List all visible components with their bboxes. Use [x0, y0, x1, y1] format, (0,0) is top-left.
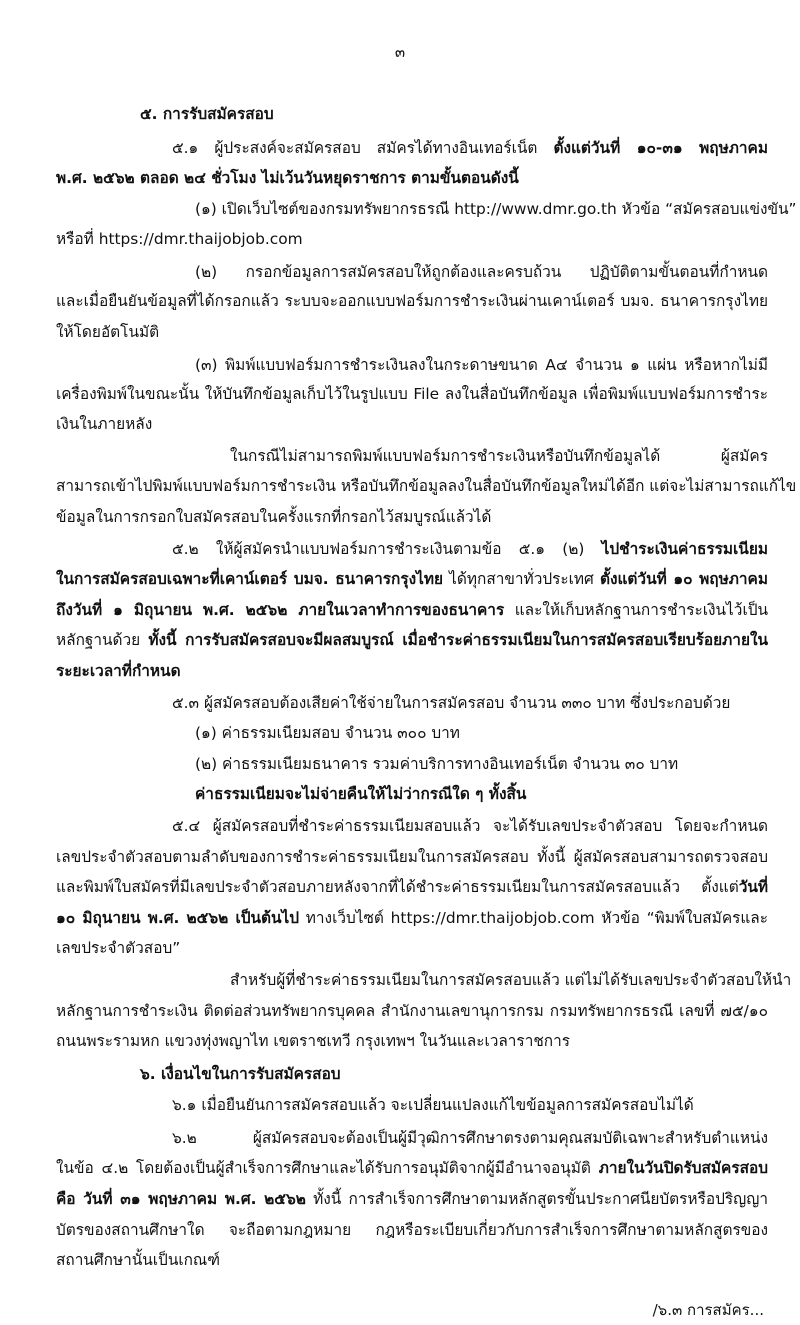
section-5-heading: ๕. การรับสมัครสอบ — [140, 105, 274, 123]
p62-line1: ๖.๒ ผู้สมัครสอบจะต้องเป็นผู้มีวุฒิการศึกษาตรงตามคุณสมบัติเฉพาะสำหรับตำแหน่ง — [172, 1129, 768, 1147]
step3-line3: เงินในภายหลัง — [56, 415, 153, 433]
p54-line4: ๑๐ มิถุนายน พ.ศ. ๒๕๖๒ เป็นต้นไป ทางเว็บไซต์ https://dmr.thaijobjob.com หัวข้อ “พิมพ์ใบสมัครและ — [56, 909, 769, 927]
p55-line2: หลักฐานการชำระเงิน ติดต่อส่วนทรัพยากรบุคคล สำนักงานเลขานุการกรม กรมทรัพยากรธรณี เลขที่ ๗๕/๑๐ — [56, 1002, 768, 1020]
page-number: ๓ — [394, 43, 406, 61]
fee-note: ค่าธรรมเนียมจะไม่จ่ายคืนให้ไม่ว่ากรณีใด ๆ ทั้งสิ้น — [195, 785, 527, 803]
p54-line2: เลขประจำตัวสอบตามลำดับของการชำระค่าธรรมเนียมในการสมัครสอบ ทั้งนี้ ผู้สมัครสอบสามารถตรวจสอบ — [56, 848, 768, 866]
p62-line5: สถานศึกษานั้นเป็นเกณฑ์ — [56, 1251, 220, 1269]
continuation-footer: /๖.๓ การสมัคร... — [652, 1301, 764, 1319]
p51-line1: ๕.๑ ผู้ประสงค์จะสมัครสอบ สมัครได้ทางอินเทอร์เน็ต ตั้งแต่วันที่ ๑๐-๓๑ พฤษภาคม — [172, 139, 768, 157]
p62-line3: คือ วันที่ ๓๑ พฤษภาคม พ.ศ. ๒๕๖๒ ทั้งนี้ การสำเร็จการศึกษาตามหลักสูตรขั้นประกาศนียบัตรหรือปริญญา — [56, 1190, 768, 1208]
p52-line2: ในการสมัครสอบเฉพาะที่เคาน์เตอร์ บมจ. ธนาคารกรุงไทย ได้ทุกสาขาทั่วประเทศ ตั้งแต่วันที่ ๑๐ พฤษภาคม — [56, 570, 768, 588]
fee-item-1: (๑) ค่าธรรมเนียมสอบ จำนวน ๓๐๐ บาท — [195, 724, 460, 742]
p61: ๖.๑ เมื่อยืนยันการสมัครสอบแล้ว จะเปลี่ยนแปลงแก้ไขข้อมูลการสมัครสอบไม่ได้ — [172, 1096, 694, 1114]
step2-line3: ให้โดยอัตโนมัติ — [56, 323, 160, 341]
note-line1: ในกรณีไม่สามารถพิมพ์แบบฟอร์มการชำระเงินหรือบันทึกข้อมูลได้ ผู้สมัคร — [230, 447, 768, 465]
step3-line2: เครื่องพิมพ์ในขณะนั้น ให้บันทึกข้อมูลเก็บไว้ในรูปแบบ File ลงในสื่อบันทึกข้อมูล เพื่อพิมพ์แบบฟอร์มการชำระ — [56, 385, 768, 403]
note-line2: สามารถเข้าไปพิมพ์แบบฟอร์มการชำระเงิน หรือบันทึกข้อมูลลงในสื่อบันทึกข้อมูลใหม่ได้อีก แต่จะไม่สามารถแก้ไข — [56, 477, 797, 495]
step2-line2: และเมื่อยืนยันข้อมูลที่ได้กรอกแล้ว ระบบจะออกแบบฟอร์มการชำระเงินผ่านเคาน์เตอร์ บมจ. ธนาคารกรุงไทย — [56, 292, 768, 310]
p52-line5: ระยะเวลาที่กำหนด — [56, 662, 181, 680]
p52-line3: ถึงวันที่ ๑ มิถุนายน พ.ศ. ๒๕๖๒ ภายในเวลาทำการของธนาคาร และให้เก็บหลักฐานการชำระเงินไว้เป็น — [56, 601, 768, 619]
p62-line2: ในข้อ ๔.๒ โดยต้องเป็นผู้สำเร็จการศึกษาและได้รับการอนุมัติจากผู้มีอำนาจอนุมัติ ภายในวันปิดรับสมัครสอบ — [56, 1159, 768, 1177]
p62-line4: บัตรของสถานศึกษาใด จะถือตามกฎหมาย กฎหรือระเบียบเกี่ยวกับการสำเร็จการศึกษาตามหลักสูตรของ — [56, 1221, 768, 1239]
step1-line1: (๑) เปิดเว็บไซต์ของกรมทรัพยากรธรณี http://www.dmr.go.th หัวข้อ “สมัครสอบแข่งขัน” — [195, 200, 797, 218]
p54-line1: ๕.๔ ผู้สมัครสอบที่ชำระค่าธรรมเนียมสอบแล้ว จะได้รับเลขประจำตัวสอบ โดยจะกำหนด — [172, 817, 768, 835]
fee-item-2: (๒) ค่าธรรมเนียมธนาคาร รวมค่าบริการทางอินเทอร์เน็ต จำนวน ๓๐ บาท — [195, 755, 679, 773]
p55-line3: ถนนพระรามหก แขวงทุ่งพญาไท เขตราชเทวี กรุงเทพฯ ในวันและเวลาราชการ — [56, 1032, 571, 1050]
p53-line1: ๕.๓ ผู้สมัครสอบต้องเสียค่าใช้จ่ายในการสมัครสอบ จำนวน ๓๓๐ บาท ซึ่งประกอบด้วย — [172, 694, 731, 712]
p55-line1: สำหรับผู้ที่ชำระค่าธรรมเนียมในการสมัครสอบแล้ว แต่ไม่ได้รับเลขประจำตัวสอบให้นำ — [230, 971, 792, 989]
step3-line1: (๓) พิมพ์แบบฟอร์มการชำระเงินลงในกระดาษขนาด A๔ จำนวน ๑ แผ่น หรือหากไม่มี — [195, 356, 768, 374]
p54-line3: และพิมพ์ใบสมัครที่มีเลขประจำตัวสอบภายหลังจากที่ได้ชำระค่าธรรมเนียมในการสมัครสอบแล้ว ตั้งแต่วันที่ — [56, 878, 768, 896]
p51-line2: พ.ศ. ๒๕๖๒ ตลอด ๒๔ ชั่วโมง ไม่เว้นวันหยุดราชการ ตามขั้นตอนดังนี้ — [56, 169, 519, 187]
section-6-heading: ๖. เงื่อนไขในการรับสมัครสอบ — [140, 1065, 341, 1083]
step1-line2: หรือที่ https://dmr.thaijobjob.com — [56, 230, 303, 248]
p52-line4: หลักฐานด้วย ทั้งนี้ การรับสมัครสอบจะมีผลสมบูรณ์ เมื่อชำระค่าธรรมเนียมในการสมัครสอบเรียบร้อยภายใน — [56, 631, 768, 649]
note-line3: ข้อมูลในการกรอกใบสมัครสอบในครั้งแรกที่กรอกไว้สมบูรณ์แล้วได้ — [56, 508, 492, 526]
p54-line5: เลขประจำตัวสอบ” — [56, 939, 181, 957]
p52-line1: ๕.๒ ให้ผู้สมัครนำแบบฟอร์มการชำระเงินตามข้อ ๕.๑ (๒) ไปชำระเงินค่าธรรมเนียม — [172, 540, 768, 558]
step2-line1: (๒) กรอกข้อมูลการสมัครสอบให้ถูกต้องและครบถ้วน ปฏิบัติตามขั้นตอนที่กำหนด — [195, 263, 768, 281]
